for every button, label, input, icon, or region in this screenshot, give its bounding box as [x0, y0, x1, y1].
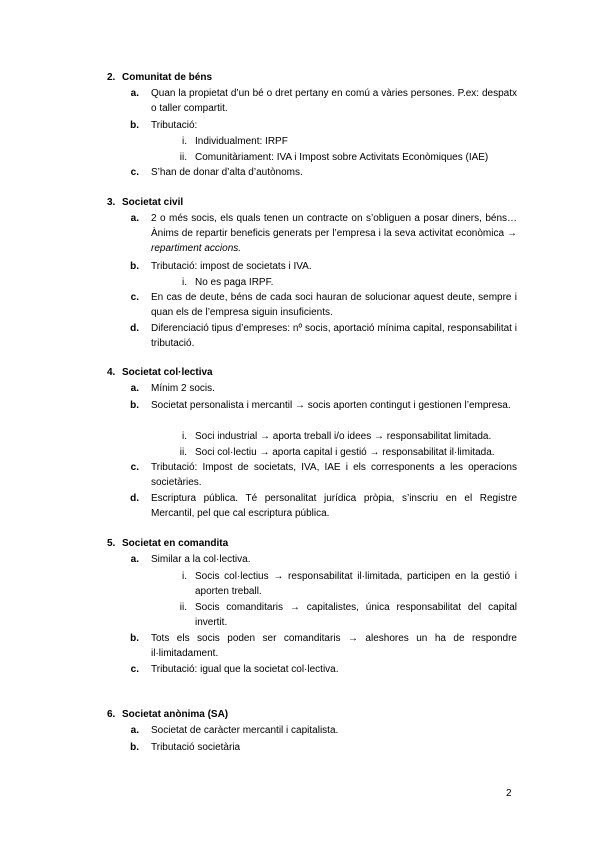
list-item: a. Similar a la col·lectiva.	[130, 554, 251, 565]
sub-list-item: i. Individualment: IRPF	[182, 136, 288, 147]
section-number: 2.	[107, 72, 116, 83]
list-item: b. Tributació: impost de societats i IVA.	[130, 261, 312, 272]
list-item: b. Tots els socis poden ser comanditaris → aleshores un ha de respondre il·limitadament.	[130, 633, 517, 659]
section-heading	[107, 72, 212, 83]
section-title: Comunitat de béns	[122, 72, 213, 83]
section-number: 4.	[107, 367, 116, 378]
list-item: b. Tributació:	[130, 120, 198, 131]
section-title: Societat civil	[122, 197, 184, 208]
list-item: a. Quan la propietat d’un bé o dret pertany en comú a vàries persones. P.ex: despatx o taller compartit.	[130, 88, 517, 114]
sub-list-item: ii. Soci col·lectiu → aporta capital i gestió → responsabilitat il·limitada.	[179, 447, 495, 458]
list-item: c. En cas de deute, béns de cada soci hauran de solucionar aquest deute, sempre i quan els de l’empresa siguin insuficients.	[130, 292, 517, 318]
sub-list-item: i. No es paga IRPF.	[182, 277, 274, 288]
section-heading	[107, 709, 228, 720]
section-number: 5.	[107, 538, 116, 549]
sub-list-item: i. Socis col·lectius → responsabilitat il·limitada, participen en la gestió i aporten treball.	[182, 571, 517, 597]
section-heading	[107, 197, 183, 208]
section-title: Societat anònima (SA)	[122, 709, 229, 720]
list-item: c. S’han de donar d’alta d’autònoms.	[130, 167, 303, 178]
list-item: d. Diferenciació tipus d’empreses: nº socis, aportació mínima capital, responsabilitat i tributació.	[130, 323, 517, 349]
section-title: Societat en comandita	[122, 538, 229, 549]
list-item: a. Societat de caràcter mercantil i capitalista.	[130, 725, 339, 736]
list-item: d. Escriptura pública. Té personalitat jurídica pròpia, s’inscriu en el Registre Mercantil, pel que cal escriptura pública.	[130, 493, 517, 519]
sub-list-item: ii. Comunitàriament: IVA i Impost sobre Activitats Econòmiques (IAE)	[179, 152, 489, 163]
section-number: 3.	[107, 197, 116, 208]
section-heading	[107, 367, 213, 378]
sub-list-item: i. Soci industrial → aporta treball i/o idees → responsabilitat limitada.	[182, 431, 492, 442]
section-heading	[107, 538, 228, 549]
section-title: Societat col·lectiva	[122, 367, 213, 378]
section-number: 6.	[107, 709, 116, 720]
list-item: b. Tributació societària	[130, 742, 241, 753]
page-number: 2	[506, 788, 512, 799]
list-item: a. 2 o més socis, els quals tenen un contracte on s’obliguen a posar diners, béns… Ànims de repartir beneficis generats per l’empresa i la seva activitat econòmica → repartiment accions.	[130, 213, 518, 254]
sub-list-item: ii. Socis comanditaris → capitalistes, única responsabilitat del capital invertit.	[179, 602, 517, 628]
list-item: a. Mínim 2 socis.	[130, 383, 215, 394]
list-item: c. Tributació: igual que la societat col·lectiva.	[130, 664, 339, 675]
list-item: b. Societat personalista i mercantil → socis aporten contingut i gestionen l’empresa.	[130, 400, 511, 411]
list-item: c. Tributació: Impost de societats, IVA, IAE i els corresponents a les operacions societàries.	[130, 462, 517, 488]
